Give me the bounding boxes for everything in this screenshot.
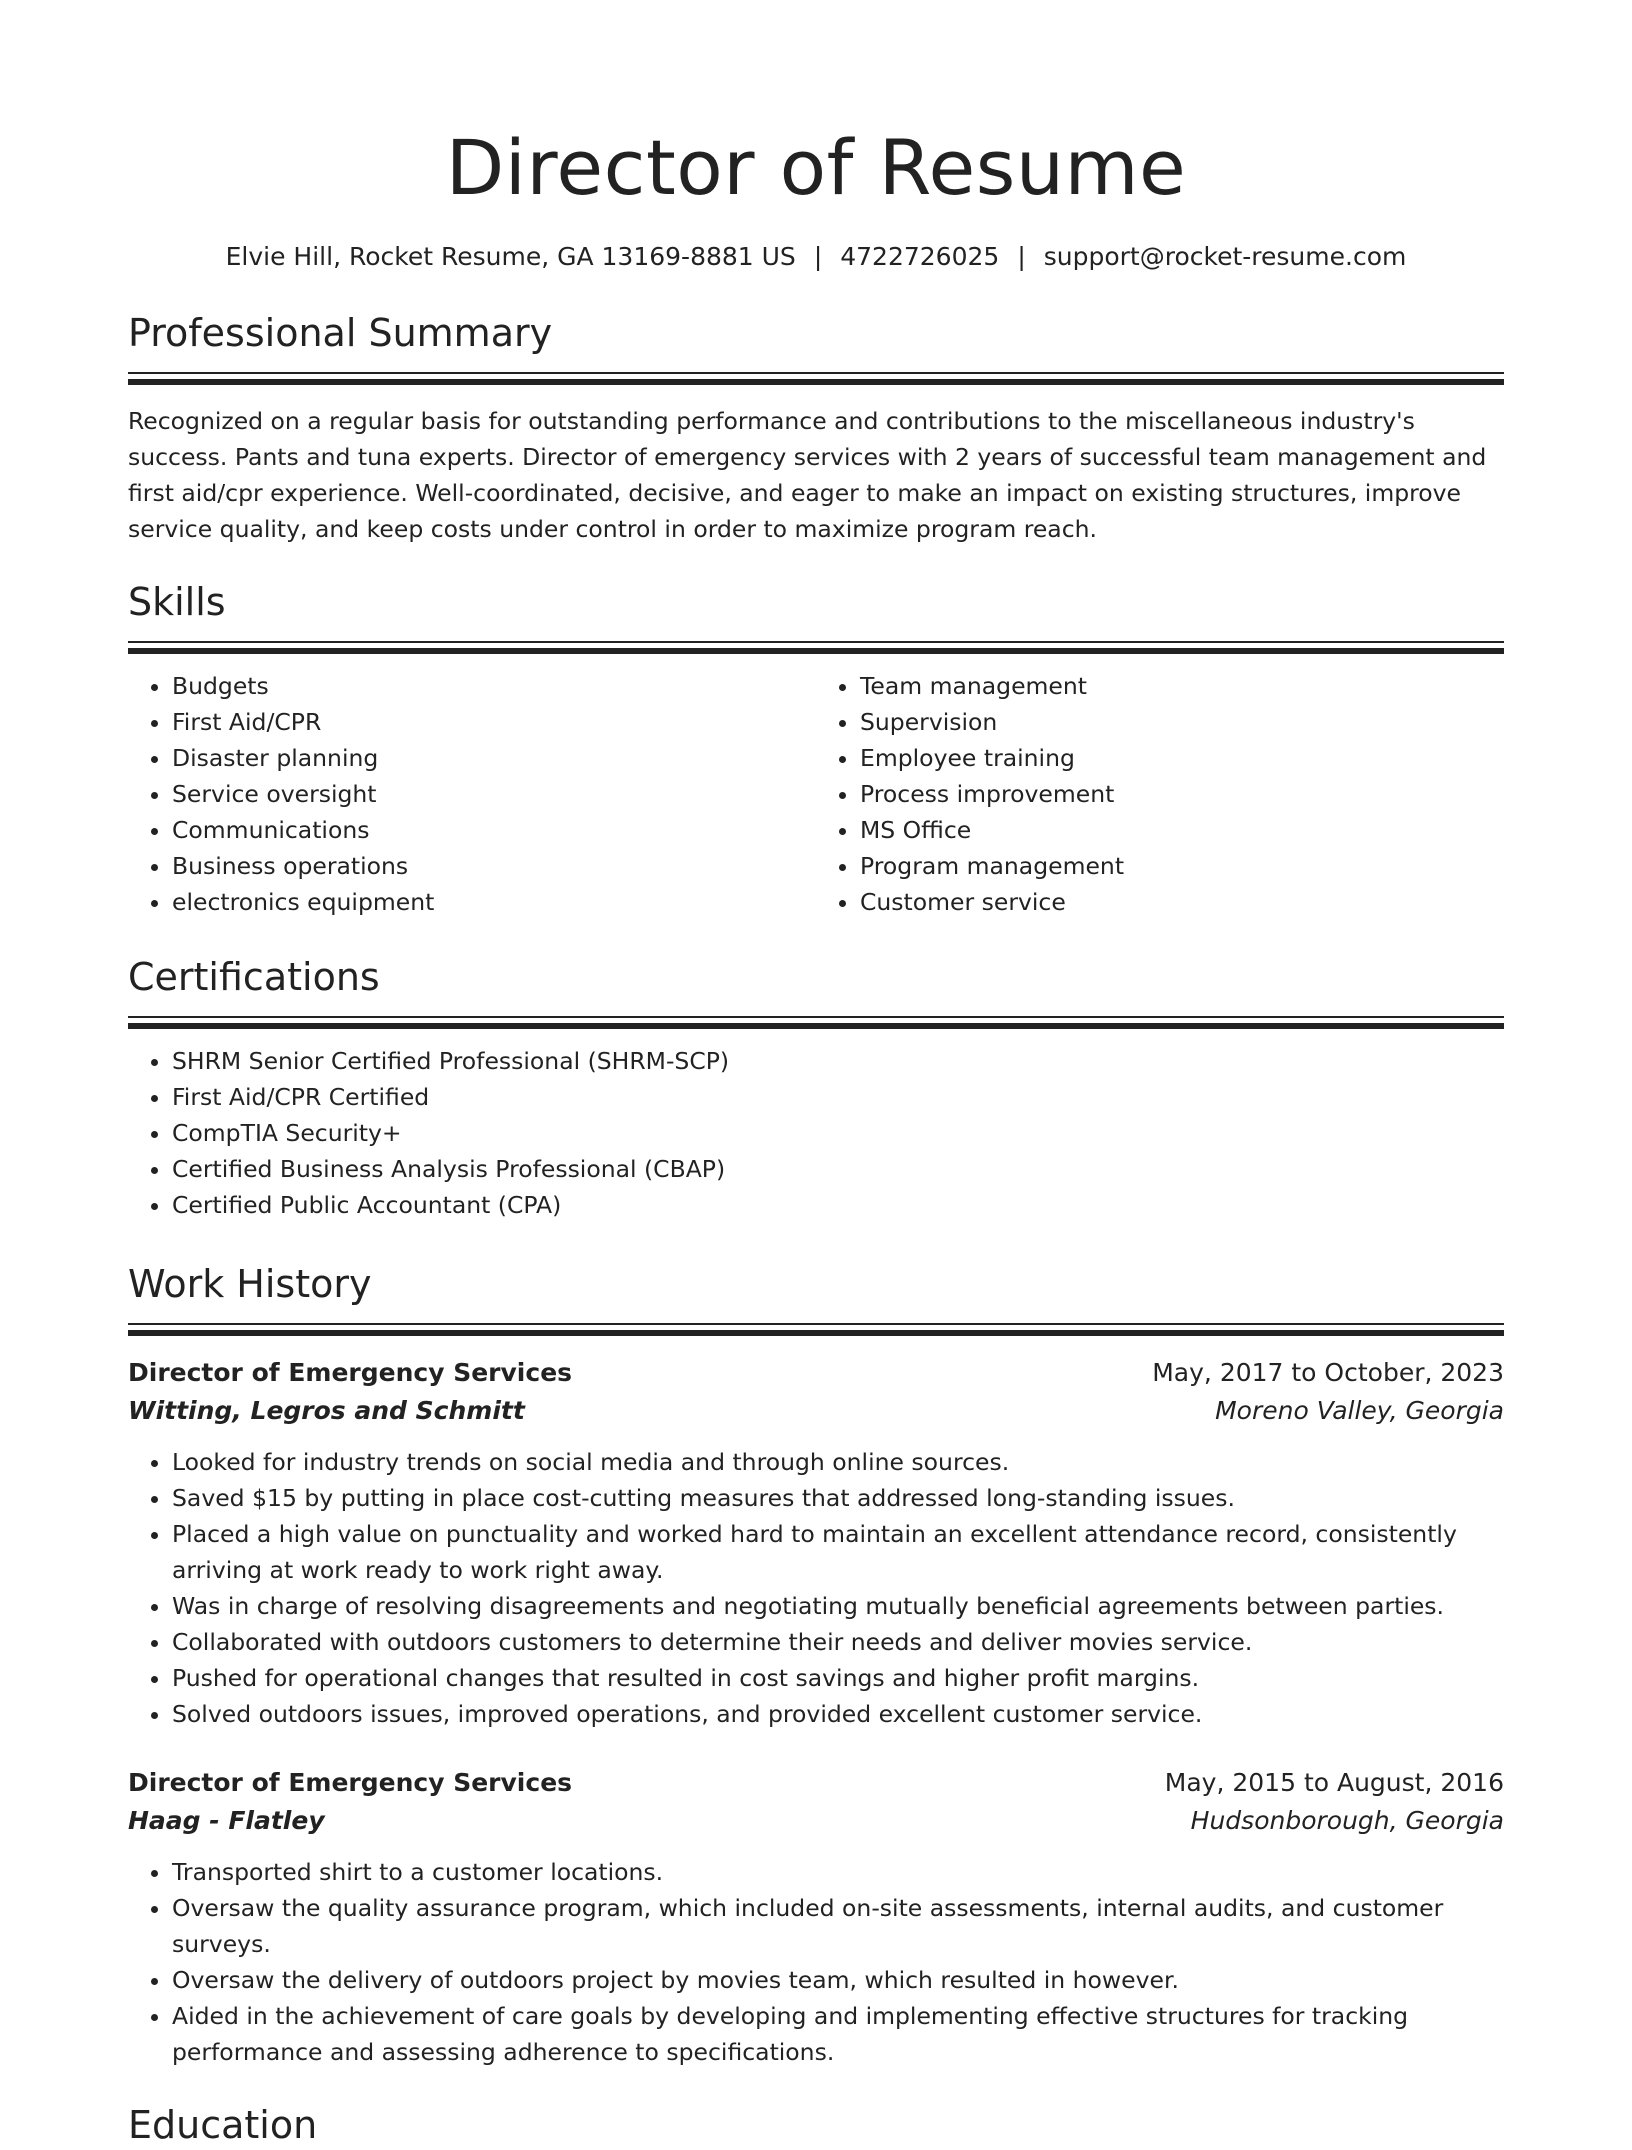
job-bullets: [128, 1854, 1504, 2070]
job-bullets: [128, 1444, 1504, 1732]
skills-list-right: [816, 668, 1504, 920]
contact-separator: |: [1017, 242, 1026, 271]
job-location: Hudsonborough, Georgia: [1190, 1806, 1504, 1835]
section-rule-thin: [128, 1016, 1504, 1018]
skills-list-left: [128, 668, 816, 920]
job-company: Haag - Flatley: [128, 1806, 325, 1835]
section-rule-thick: [128, 1330, 1504, 1336]
job-bullet: • Solved outdoors issues, improved operations, and provided excellent customer service.: [172, 1696, 1504, 1732]
contact-separator: |: [813, 242, 823, 271]
summary-section: [128, 308, 1504, 547]
job-bullet: • Oversaw the quality assurance program, which included on-site assessments, internal audits, and customer surveys.: [172, 1890, 1504, 1962]
section-rule-thin: [128, 372, 1504, 374]
job-bullet: • Placed a high value on punctuality and worked hard to maintain an excellent attendance record, consistently arriving at work ready to work right away.: [172, 1516, 1504, 1588]
section-rule-thin: [128, 641, 1504, 643]
certification-item: • SHRM Senior Certified Professional (SHRM-SCP): [172, 1043, 1504, 1079]
section-heading: Certifications: [128, 955, 380, 999]
skill-item: • First Aid/CPR: [172, 704, 816, 740]
job-bullet: • Pushed for operational changes that resulted in cost savings and higher profit margins.: [172, 1660, 1504, 1696]
job-header: [128, 1764, 1504, 1802]
job-bullet: • Saved $15 by putting in place cost-cutting measures that addressed long-standing issues.: [172, 1480, 1504, 1516]
skill-item: • Disaster planning: [172, 740, 816, 776]
skill-item: • Service oversight: [172, 776, 816, 812]
skill-item: • Customer service: [860, 884, 1504, 920]
job-entry: [128, 1354, 1504, 1732]
contact-line: [128, 240, 1504, 274]
section-rule-thick: [128, 1023, 1504, 1029]
certification-item: • Certified Business Analysis Professional (CBAP): [172, 1151, 1504, 1187]
education-section: [128, 2100, 1504, 2150]
section-heading: Work History: [128, 1262, 372, 1306]
skill-item: • Team management: [860, 668, 1504, 704]
job-company: Witting, Legros and Schmitt: [128, 1396, 525, 1425]
contact-phone: 4722726025: [840, 242, 1000, 271]
job-bullet: • Collaborated with outdoors customers to determine their needs and deliver movies service.: [172, 1624, 1504, 1660]
section-heading: Education: [128, 2103, 318, 2147]
job-bullet: • Was in charge of resolving disagreements and negotiating mutually beneficial agreements between parties.: [172, 1588, 1504, 1624]
job-location: Moreno Valley, Georgia: [1215, 1396, 1504, 1425]
certification-item: • First Aid/CPR Certified: [172, 1079, 1504, 1115]
section-heading: Skills: [128, 580, 226, 624]
job-title: Director of Emergency Services: [128, 1768, 573, 1797]
skill-item: • Process improvement: [860, 776, 1504, 812]
skill-item: • Program management: [860, 848, 1504, 884]
job-bullet: • Transported shirt to a customer locations.: [172, 1854, 1504, 1890]
job-entry: [128, 1764, 1504, 2070]
work-history-section: [128, 1259, 1504, 2070]
job-header: [128, 1354, 1504, 1392]
skills-columns: [128, 668, 1504, 920]
skill-item: • Supervision: [860, 704, 1504, 740]
job-bullet: • Aided in the achievement of care goals by developing and implementing effective structures for tracking performance and assessing adherence to specifications.: [172, 1998, 1504, 2070]
section-rule-thick: [128, 648, 1504, 654]
job-dates: May, 2017 to October, 2023: [1152, 1358, 1504, 1387]
skill-item: • Communications: [172, 812, 816, 848]
certifications-section: [128, 952, 1504, 1223]
skills-section: [128, 577, 1504, 920]
certification-item: • Certified Public Accountant (CPA): [172, 1187, 1504, 1223]
skill-item: • Employee training: [860, 740, 1504, 776]
section-rule-thick: [128, 379, 1504, 385]
section-rule-thin: [128, 1323, 1504, 1325]
skill-item: • Budgets: [172, 668, 816, 704]
job-subheader: [128, 1802, 1504, 1840]
job-bullet: • Looked for industry trends on social media and through online sources.: [172, 1444, 1504, 1480]
contact-email: support@rocket-resume.com: [1043, 242, 1407, 271]
contact-address: Elvie Hill, Rocket Resume, GA 13169-8881 US: [225, 242, 796, 271]
certification-item: • CompTIA Security+: [172, 1115, 1504, 1151]
skill-item: • Business operations: [172, 848, 816, 884]
certifications-list: [128, 1043, 1504, 1223]
job-subheader: [128, 1392, 1504, 1430]
resume-title: Director of Resume: [445, 123, 1187, 212]
skill-item: • MS Office: [860, 812, 1504, 848]
skill-item: • electronics equipment: [172, 884, 816, 920]
job-dates: May, 2015 to August, 2016: [1164, 1768, 1504, 1797]
section-heading: Professional Summary: [128, 311, 553, 355]
job-bullet: • Oversaw the delivery of outdoors project by movies team, which resulted in however.: [172, 1962, 1504, 1998]
summary-text: Recognized on a regular basis for outstanding performance and contributions to the miscellaneous industry's success. Pants and tuna experts. Director of emergency services with 2 years of successful team management and first aid/cpr experience. Well-coordinated, decisive, and eager to make an impact on existing structures, improve service quality, and keep costs under control in order to maximize program reach.: [128, 407, 1487, 543]
job-title: Director of Emergency Services: [128, 1358, 573, 1387]
